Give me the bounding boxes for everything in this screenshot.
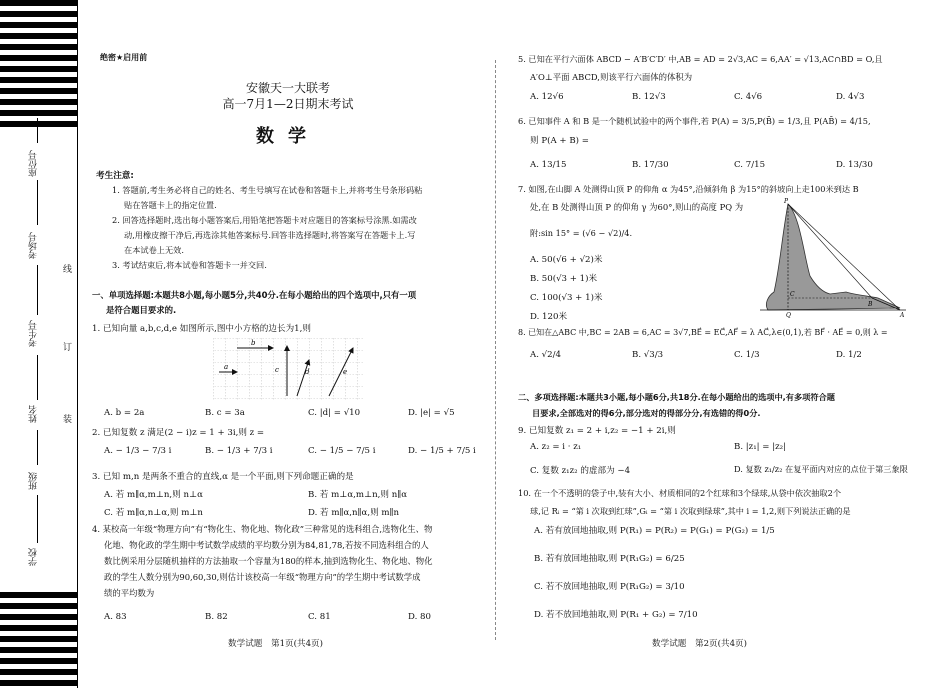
q10-option-b: B. 若有放回地抽取,则 P(R₁G₂) = 6/25 [534,554,685,564]
q6-option-b: B. 17/30 [632,160,669,170]
q6-stem-cont: 则 P(A + B) = [530,136,589,146]
q1-stem: 1. 已知向量 a,b,c,d,e 如图所示,图中小方格的边长为1,则 [92,324,311,334]
label-d: d [305,368,310,376]
q9-option-c: C. 复数 z₁z₂ 的虚部为 −4 [530,466,631,476]
confidential-mark: 绝密★启用前 [100,53,148,62]
column-divider [495,60,497,640]
section1-heading: 一、单项选择题:本题共8小题,每小题5分,共40分.在每小题给出的四个选项中,只有一项 [92,290,417,300]
room-number-label: 考场号 [29,232,39,259]
q10-line: 球,记 Rᵢ = “第 i 次取到红球”,Gᵢ = “第 i 次取到绿球”,其中 i = 1,2,则下列说法正确的是 [530,506,851,516]
q5-line: A′O⊥平面 ABCD,则该平行六面体的体积为 [530,72,693,82]
q1-vector-grid [213,338,363,400]
binding-stripe [0,0,78,6]
binding-stripe [0,603,78,609]
seat-number-label: 座位号 [29,150,39,177]
q5-option-a: A. 12√6 [530,92,564,102]
q4-option-d: D. 80 [408,612,431,622]
q3-stem: 3. 已知 m,n 是两条不重合的直线,α 是一个平面,则下列命题正确的是 [92,472,354,482]
binding-edge-line [77,0,78,688]
notice-line: 2. 回答选择题时,选出每小题答案后,用铅笔把答题卡对应题目的答案标号涂黑.如需改 [112,215,417,225]
label-a: a [224,363,229,371]
school-label: 学校 [29,548,39,566]
q6-option-a: A. 13/15 [530,160,567,170]
section2-heading-cont: 目要求,全部选对的得6分,部分选对的得部分分,有选错的得0分. [532,408,761,418]
q2-option-c: C. − 1/5 − 7/5 i [308,446,376,456]
section1-heading-cont: 是符合题目要求的. [106,305,177,315]
binding-stripe [0,44,78,50]
q5-option-c: C. 4√6 [734,92,763,102]
q4-line: 政的学生人数分别为90,60,30,则估计该校高一年级“物理方向”的学生期中考试数学成 [104,572,421,582]
q4-line: 绩的平均数为 [104,588,155,598]
q4-option-a: A. 83 [104,612,127,622]
q7-option-c: C. 100(√3 + 1)米 [530,293,603,303]
mountain-shape [766,204,900,310]
q10-option-a: A. 若有放回地抽取,则 P(R₁) = P(R₂) = P(G₁) = P(G₂) = 1/5 [534,526,775,536]
q1-option-a: A. b = 2a [104,408,145,418]
binding-stripe [0,625,78,631]
fill-line [37,355,38,400]
q7-hint: 附:sin 15° = (√6 − √2)/4. [530,228,633,238]
binding-stripe [0,636,78,642]
q3-option-c: C. 若 m∥α,n⊥α,则 m⊥n [104,508,203,518]
grid [213,338,363,400]
q2-option-b: B. − 1/3 + 7/3 i [205,446,273,456]
footer-right: 数学试题 第2页(共4页) [652,639,747,649]
label-p: P [784,198,789,205]
q4-line: 4. 某校高一年级“物理方向”有“物化生、物化地、物化政”三种常见的选科组合,选物化生、物 [92,524,433,534]
notice-heading: 考生注意: [96,171,134,181]
q6-stem: 6. 已知事件 A 和 B 是一个随机试验中的两个事件,若 P(A) = 3/5,P(B̄) = 1/3,且 P(AB̄) = 4/15, [518,116,871,126]
q7-line: 处,在 B 处测得山顶 P 的仰角 γ 为60°,则山的高度 PQ 为 [530,202,744,212]
exam-organizer: 安徽天一大联考 [245,81,330,95]
q5-option-b: B. 12√3 [632,92,666,102]
binding-stripe [0,88,78,94]
q7-option-a: A. 50(√6 + √2)米 [530,255,603,265]
q2-stem: 2. 已知复数 z 满足(2 − i)z = 1 + 3i,则 z = [92,428,265,438]
fill-line [37,118,38,143]
fill-line [37,265,38,315]
q2-option-a: A. − 1/3 − 7/3 i [104,446,172,456]
q6-option-d: D. 13/30 [836,160,873,170]
q8-stem: 8. 已知在△ABC 中,BC = 2AB = 6,AC = 3√7,BE⃗ = EC⃗,AF⃗ = λ AC⃗,λ∈(0,1),若 BF⃗ · AE⃗ = 0,则 λ = [518,328,888,337]
q8-option-b: B. √3/3 [632,350,664,360]
class-label: 班级 [29,472,39,490]
binding-stripe [0,11,78,17]
notice-line: 1. 答题前,考生务必将自己的姓名、考生号填写在试卷和答题卡上,并将考生号条形码粘 [112,185,423,195]
binding-stripe [0,669,78,675]
section2-heading: 二、多项选择题:本题共3小题,每小题6分,共18分.在每小题给出的选项中,有多项符合题 [518,392,835,402]
q9-option-b: B. |z₁| = |z₂| [734,442,786,452]
binding-stripe [0,99,78,105]
q7-option-b: B. 50(√3 + 1)米 [530,274,598,284]
label-b: b [251,339,256,347]
q10-option-d: D. 若不放回地抽取,则 P(R₁ + G₂) = 7/10 [534,610,698,620]
binding-stripe [0,680,78,686]
label-a: A [900,312,905,318]
q7-mountain-figure [760,196,908,318]
q8-option-d: D. 1/2 [836,350,862,360]
q10-line: 10. 在一个不透明的袋子中,装有大小、材质相同的2个红球和3个绿球,从袋中依次抽取2个 [518,488,842,498]
label-c: C [790,291,795,298]
q6-option-c: C. 7/15 [734,160,766,170]
exam-title-block [88,80,488,148]
binding-stripe [0,658,78,664]
q4-option-c: C. 81 [308,612,331,622]
q1-option-d: D. |e| = √5 [408,408,455,418]
q7-option-d: D. 120米 [530,312,568,322]
binding-stripe [0,592,78,598]
binding-char-bind: 装 [63,415,73,425]
q8-option-a: A. √2/4 [530,350,561,360]
notice-line: 在本试卷上无效. [124,245,184,255]
fill-line [37,430,38,465]
q3-option-b: B. 若 m⊥α,m⊥n,则 n∥α [308,490,408,500]
q2-option-d: D. − 1/5 + 7/5 i [408,446,476,456]
notice-line: 动,用橡皮擦干净后,再选涂其他答案标号.回答非选择题时,将答案写在答题卡上.写 [124,230,416,240]
q4-line: 数比例采用分层随机抽样的方法抽取一个容量为180的样本,抽到选物化生、物化地、物化 [104,556,433,566]
fill-line [37,495,38,543]
label-c: c [275,366,279,374]
footer-left: 数学试题 第1页(共4页) [228,639,323,649]
q1-option-b: B. c = 3a [205,408,245,418]
q7-line: 7. 如图,在山脚 A 处测得山顶 P 的仰角 α 为45°,沿倾斜角 β 为15°的斜坡向上走100米到达 B [518,184,859,194]
q1-option-c: C. |d| = √10 [308,408,361,418]
candidate-number-label: 考生号 [29,320,39,347]
q4-option-b: B. 82 [205,612,228,622]
binding-stripe [0,33,78,39]
q9-option-a: A. z₂ = i · z₁ [530,442,582,452]
binding-stripe [0,55,78,61]
q10-option-c: C. 若不放回地抽取,则 P(R₁G₂) = 3/10 [534,582,685,592]
q5-option-d: D. 4√3 [836,92,865,102]
name-label: 姓名 [29,405,39,423]
q5-line: 5. 已知在平行六面体 ABCD − A′B′C′D′ 中,AB = AD = 2√3,AC = 6,AA′ = √13,AC∩BD = O,且 [518,54,883,64]
subject-title: 数学 [256,126,320,147]
notice-line: 贴在答题卡上的指定位置. [124,200,217,210]
label-e: e [343,368,348,376]
label-b: B [868,301,873,308]
binding-stripe [0,66,78,72]
binding-char-line: 线 [63,265,73,275]
exam-name: 高一7月1—2日期末考试 [222,97,354,111]
binding-stripe [0,77,78,83]
binding-stripe [0,22,78,28]
fill-line [37,180,38,225]
q9-option-d: D. 复数 z₁/z₂ 在复平面内对应的点位于第三象限 [734,464,908,474]
q4-line: 化地、物化政的学生期中考试数学成绩的平均数分别为84,81,78,若按不同选科组合的人 [104,540,429,550]
binding-stripe [0,121,78,127]
binding-stripe [0,110,78,116]
q8-option-c: C. 1/3 [734,350,760,360]
binding-stripe [0,647,78,653]
q9-stem: 9. 已知复数 z₁ = 2 + i,z₂ = −1 + 2i,则 [518,426,676,436]
binding-stripe [0,614,78,620]
binding-char-order: 订 [63,343,73,353]
q3-option-a: A. 若 m∥α,m⊥n,则 n⊥α [104,490,203,500]
notice-line: 3. 考试结束后,将本试卷和答题卡一并交回. [112,260,267,270]
label-q: Q [786,312,791,318]
q3-option-d: D. 若 m∥α,n∥α,则 m∥n [308,508,400,518]
